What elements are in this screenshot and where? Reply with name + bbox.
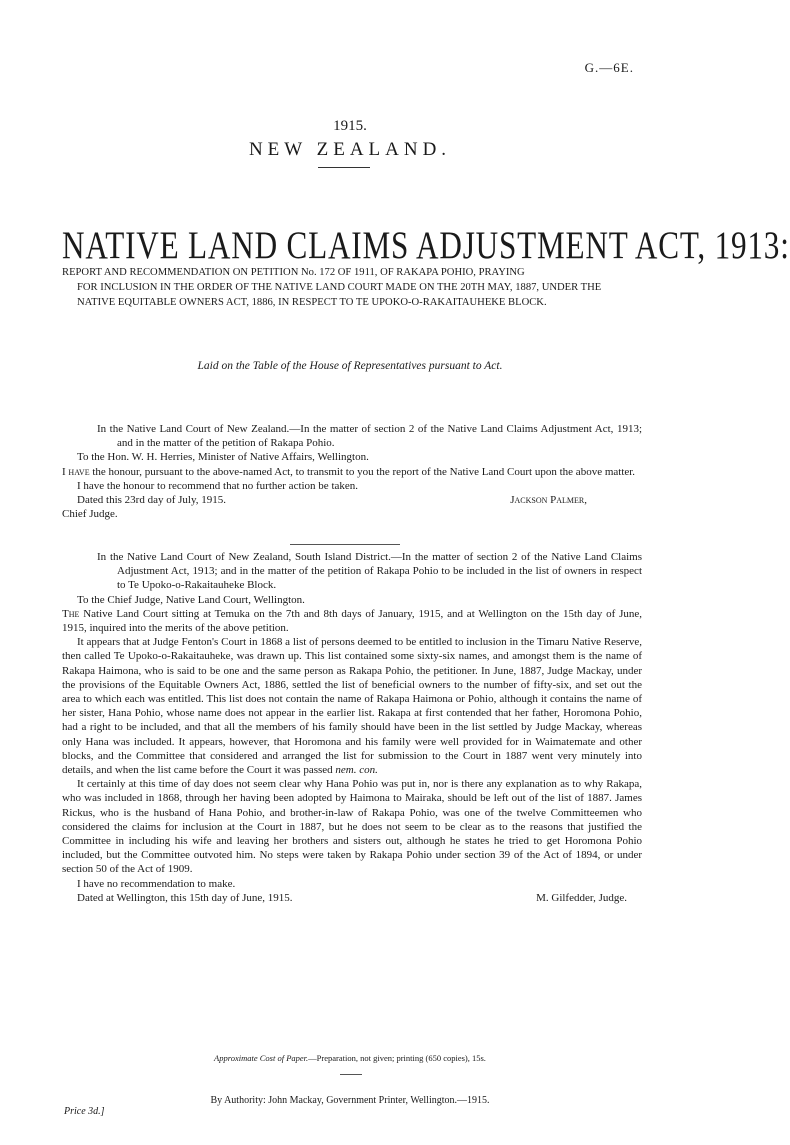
letter1-heading: In the Native Land Court of New Zealand.—In the matter of section 2 of the Native Land Claims Adjustment Act, 1913; and in the matter of the petition of Rakapa Pohio.: [97, 423, 642, 450]
letter1-paragraph2: I have the honour to recommend that no further action be taken.: [77, 479, 359, 492]
report-subtitle-line1: REPORT AND RECOMMENDATION ON PETITION No. 172 OF 1911, OF RAKAPA POHIO, PRAYING: [62, 267, 525, 278]
letter2-dated-row: [62, 891, 642, 905]
letter1-paragraph1: I have the honour, pursuant to the above-named Act, to transmit to you the report of the Native Land Court upon the above matter.: [62, 465, 636, 478]
letter2-signatory: M. Gilfedder, Judge.: [536, 891, 627, 904]
letter2-dated: Dated at Wellington, this 15th day of June, 1915.: [77, 891, 293, 904]
cost-of-paper: [0, 1053, 700, 1063]
laid-on-table-note: Laid on the Table of the House of Representatives pursuant to Act.: [197, 360, 503, 372]
letter1-dated: Dated this 23rd day of July, 1915.: [77, 494, 226, 507]
letter2-lead: The: [62, 607, 80, 620]
report-subtitle-rest: FOR INCLUSION IN THE ORDER OF THE NATIVE LAND COURT MADE ON THE 20TH MAY, 1887, UNDER THE NATIVE EQUITABLE OWNERS ACT, 1886, IN RESPECT TO TE UPOKO-O-RAKAITAUHEKE BLOCK.: [77, 282, 602, 308]
letter2-addressee: To the Chief Judge, Native Land Court, Wellington.: [77, 593, 305, 606]
divider: [318, 167, 370, 168]
cost-text: —Preparation, not given; printing (650 copies), 15s.: [308, 1053, 486, 1063]
footer-divider: [340, 1074, 362, 1075]
letter2-paragraph4: I have no recommendation to make.: [77, 877, 236, 890]
letter2-paragraph2: It appears that at Judge Fenton's Court in 1868 a list of persons deemed to be entitled to inclusion in the Timaru Native Reserve, then called Te Upoko-o-Rakaitauheke, was drawn up. This list contained some sixty-six names, and amongst them is the name of Rakapa Haimona, who is said to be one and the same person as Rakapa Pohio, the petitioner. In June, 1887, Judge Mackay, under the provisions of the Equitable Owners Act, 1886, settled the list of beneficial owners to the number of fifty-six, and set out the area to which each was entitled. This list does not contain the name of Rakapa Haimona or Pohio, although it contains the name of her sister, Hana Pohio, whose name does not appear in the earlier list. Rakapa at first contended that her father, Horomona Pohio, had a right to be included, and that all the members of his family should have been in the list settled by Judge Mackay, whereas only Hana was included. It appears, however, that Horomona and his family were well provided for in Waimatemate and other blocks, and the Committee that considered and arranged the list for submission to the Court in 1887 went very minutely into details, and when the list came before the Court it was passed nem. con.: [62, 636, 642, 777]
letter1-signatory: Jackson Palmer,: [510, 494, 587, 507]
letter2-paragraph3: It certainly at this time of day does not seem clear why Hana Pohio was put in, nor is there any explanation as to why Rakapa, who was included in 1868, through her having been adopted by Haimona to Mairaka, should be left out of the list of 1887. James Rickus, who is the husband of Hana Pohio, and brother-in-law of Rakapa Pohio, was one of the twelve Committeemen who considered the claims for inclusion at the Court in 1887, but he does not seem to be clear as to the reasons that justified the Committee in including his wife and leaving her brothers and sisters out, although he states he tried to get Horomona Pohio included, but the Committee outvoted him. No steps were taken by Rakapa Pohio under section 39 of the Act of 1894, or under section 50 of the Act of 1909.: [62, 778, 642, 876]
section-divider: [290, 544, 400, 545]
report-subtitle: [62, 265, 642, 310]
year: 1915.: [333, 118, 367, 134]
letter2-heading: In the Native Land Court of New Zealand, South Island District.—In the matter of section 2 of the Native Land Claims Adjustment Act, 1913; and in the matter of the petition of Rakapa Pohio to be included in the list of owners in respect to Te Upoko-o-Rakaitauheke Block.: [97, 551, 642, 592]
act-title: NATIVE LAND CLAIMS ADJUSTMENT ACT, 1913:: [62, 224, 790, 267]
price: Price 3d.]: [64, 1106, 105, 1117]
letter1-dated-row: [62, 493, 642, 507]
nem-con: nem. con.: [335, 764, 378, 777]
printer-authority: By Authority: John Mackay, Government Printer, Wellington.—1915.: [210, 1095, 490, 1106]
letter1-lead: I have: [62, 465, 90, 478]
cost-label: Approximate Cost of Paper.: [214, 1053, 309, 1063]
letter2-paragraph1: The Native Land Court sitting at Temuka on the 7th and 8th days of January, 1915, and at Wellington on the 15th day of June, 1915, inquired into the merits of the above petition.: [62, 607, 642, 635]
letter1-signatory-title: Chief Judge.: [62, 508, 118, 521]
letter-court-report: [62, 550, 642, 905]
letter1-addressee: To the Hon. W. H. Herries, Minister of Native Affairs, Wellington.: [77, 451, 369, 464]
letter-chief-judge: [62, 422, 642, 521]
country-heading: NEW ZEALAND.: [248, 139, 452, 160]
document-reference: G.—6E.: [584, 60, 634, 75]
